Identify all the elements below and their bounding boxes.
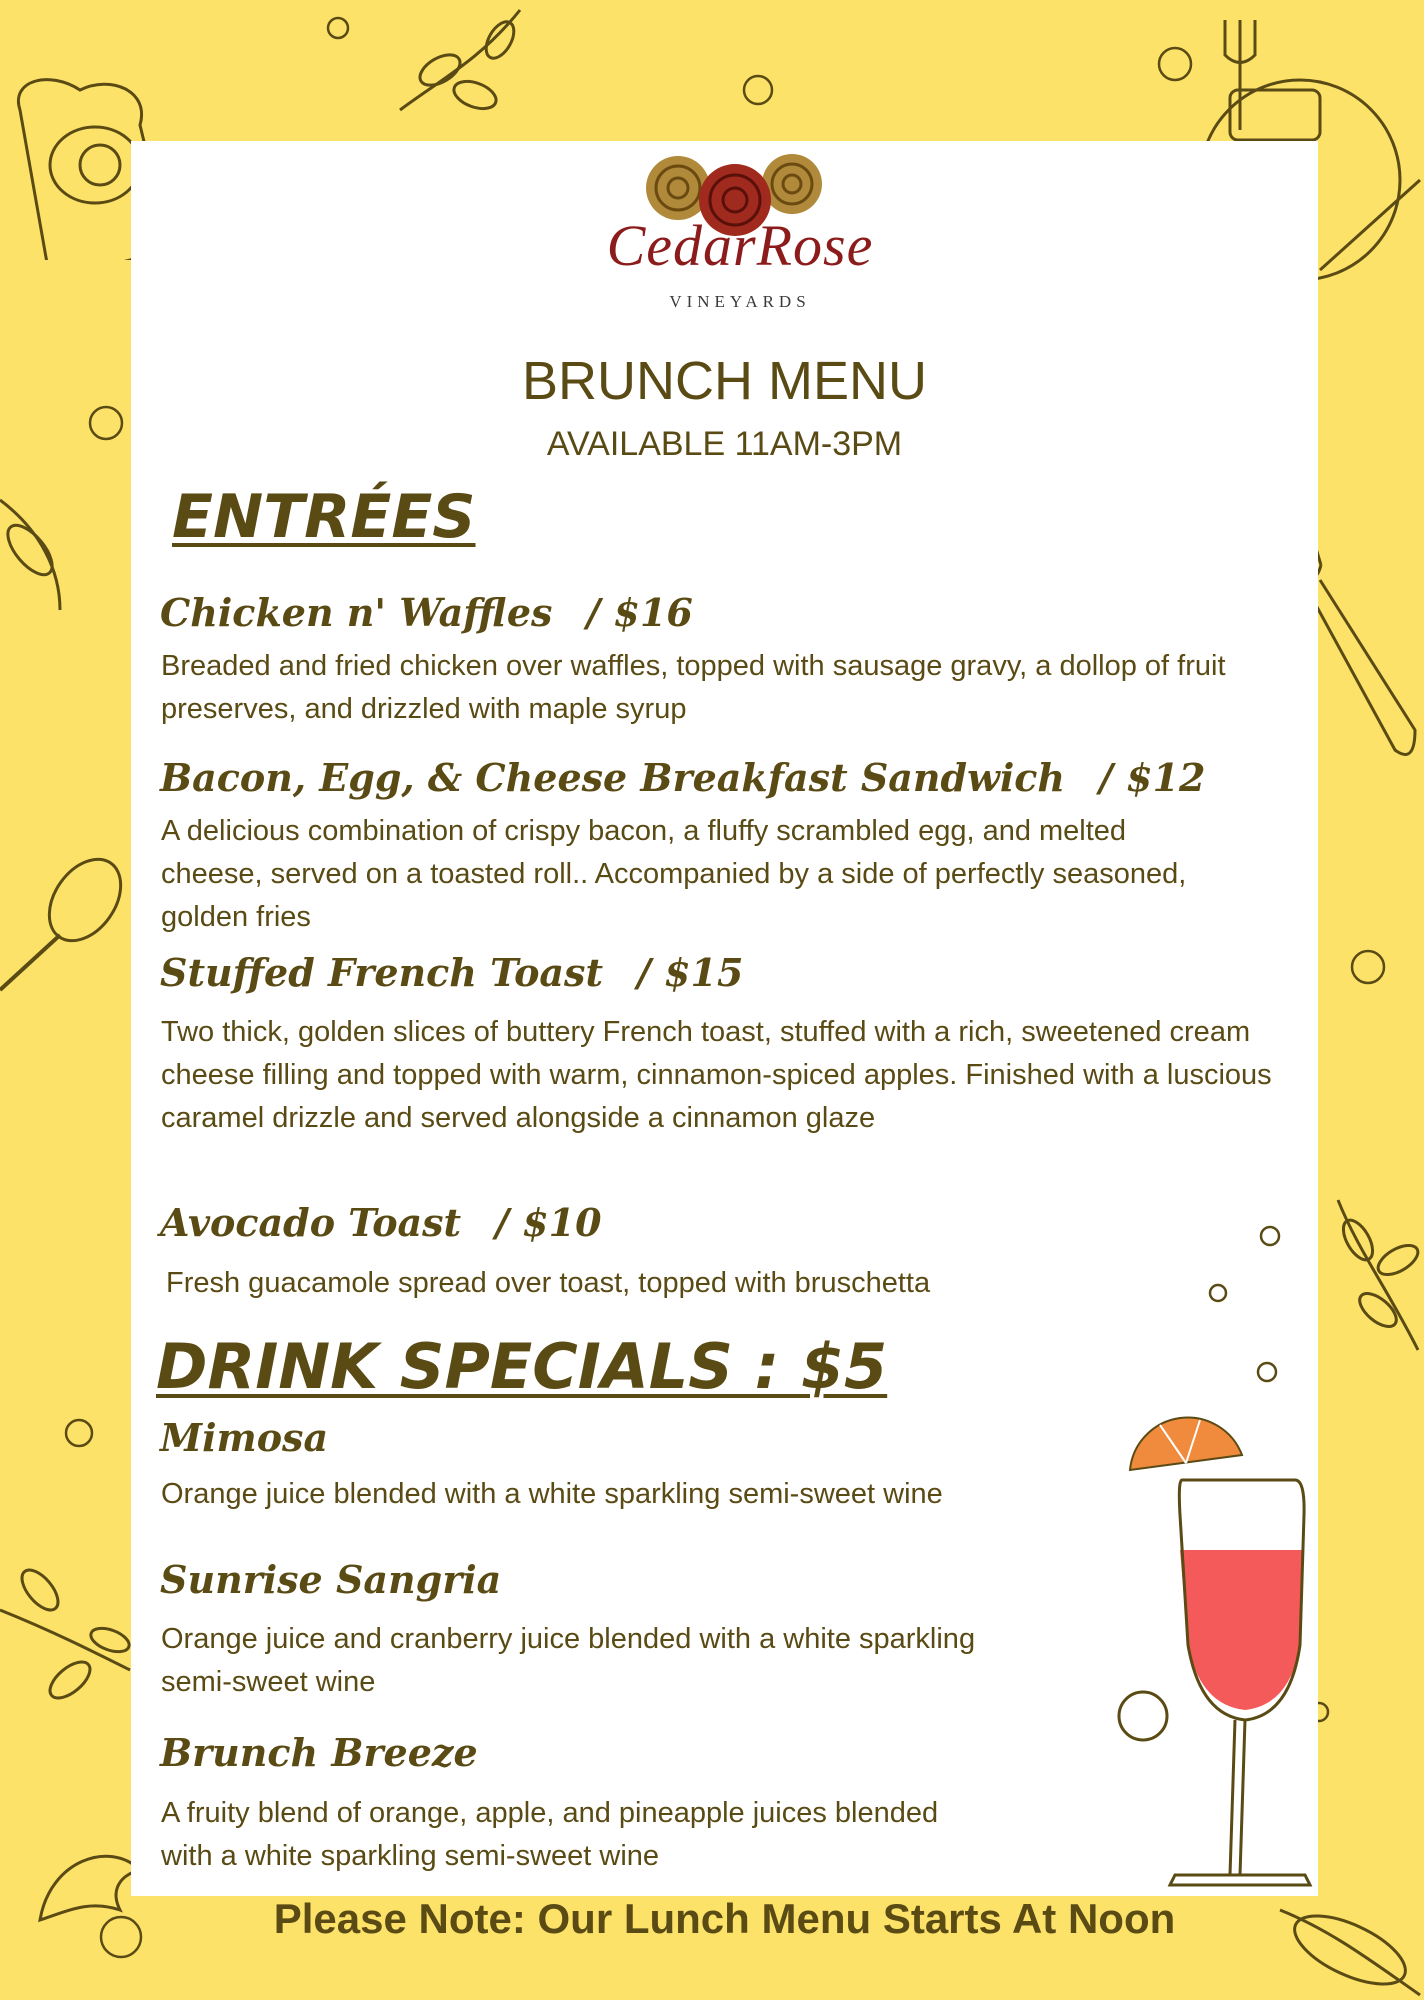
menu-title: BRUNCH MENU bbox=[522, 351, 927, 411]
bubble-icon bbox=[1258, 1224, 1282, 1248]
brand-subtitle: VINEYARDS bbox=[669, 292, 811, 311]
entree-price: / $15 bbox=[637, 950, 744, 995]
bubble-icon bbox=[86, 403, 126, 443]
drinks-heading: DRINK SPECIALS : $5 bbox=[156, 1330, 888, 1403]
entree-description: Fresh guacamole spread over toast, topped with bruschetta bbox=[166, 1267, 931, 1299]
entree-price: / $10 bbox=[495, 1200, 602, 1245]
entree-price: / $12 bbox=[1099, 755, 1206, 800]
brand-name: CedarRose bbox=[606, 213, 874, 278]
bubble-icon bbox=[1348, 947, 1388, 987]
bubble-icon bbox=[1155, 44, 1195, 84]
entrees-heading: ENTRÉES bbox=[172, 482, 476, 552]
entree-name: Stuffed French Toast bbox=[160, 950, 603, 995]
drink-description: Orange juice blended with a white sparkling semi-sweet wine bbox=[161, 1478, 943, 1510]
leaf-branch-icon bbox=[380, 0, 540, 140]
drink-description: A fruity blend of orange, apple, and pineapple juices blended with a white sparkling semi-sweet wine bbox=[161, 1797, 939, 1872]
menu-hours: AVAILABLE 11AM-3PM bbox=[546, 425, 903, 463]
leaf-branch-icon bbox=[0, 490, 70, 620]
bubble-icon bbox=[1115, 1688, 1171, 1744]
entree-description: A delicious combination of crispy bacon, a fluffy scrambled egg, and melted cheese, served on a toasted roll.. Accompanied by a side of perfectly seasoned, golden fries bbox=[161, 815, 1187, 933]
cocktail-glass-icon bbox=[1120, 1385, 1320, 1905]
footer-note: Please Note: Our Lunch Menu Starts At Noon bbox=[273, 1895, 1176, 1942]
entree-description: Breaded and fried chicken over waffles, topped with sausage gravy, a dollop of fruit preserves, and drizzled with maple syrup bbox=[161, 650, 1226, 725]
entree-title bbox=[160, 755, 1205, 800]
bubble-icon bbox=[62, 1416, 96, 1450]
bubble-icon bbox=[325, 15, 351, 41]
entree-description: Two thick, golden slices of buttery French toast, stuffed with a rich, sweetened cream cheese filling and topped with warm, cinnamon-spiced apples. Finished with a luscious caramel drizzle and served alongside a cinnamon glaze bbox=[161, 1016, 1272, 1134]
entree-name: Avocado Toast bbox=[160, 1200, 462, 1245]
entree-price: / $16 bbox=[586, 590, 693, 635]
entree-name: Chicken n' Waffles bbox=[160, 590, 553, 635]
spoon-icon bbox=[0, 850, 130, 1000]
drink-title: Mimosa bbox=[160, 1415, 329, 1460]
entree-name: Bacon, Egg, & Cheese Breakfast Sandwich bbox=[160, 755, 1066, 800]
bubble-icon bbox=[1255, 1360, 1279, 1384]
drink-description: Orange juice and cranberry juice blended with a white sparkling semi-sweet wine bbox=[161, 1623, 976, 1698]
leaf-branch-icon bbox=[1318, 1190, 1424, 1360]
entree-title bbox=[160, 1200, 602, 1245]
entree-title bbox=[160, 950, 743, 995]
bubble-icon bbox=[1207, 1282, 1229, 1304]
entree-title bbox=[160, 590, 693, 635]
drink-title: Brunch Breeze bbox=[160, 1730, 478, 1775]
leaf-branch-icon bbox=[0, 1550, 131, 1710]
drink-title: Sunrise Sangria bbox=[160, 1557, 502, 1602]
bubble-icon bbox=[740, 72, 776, 108]
